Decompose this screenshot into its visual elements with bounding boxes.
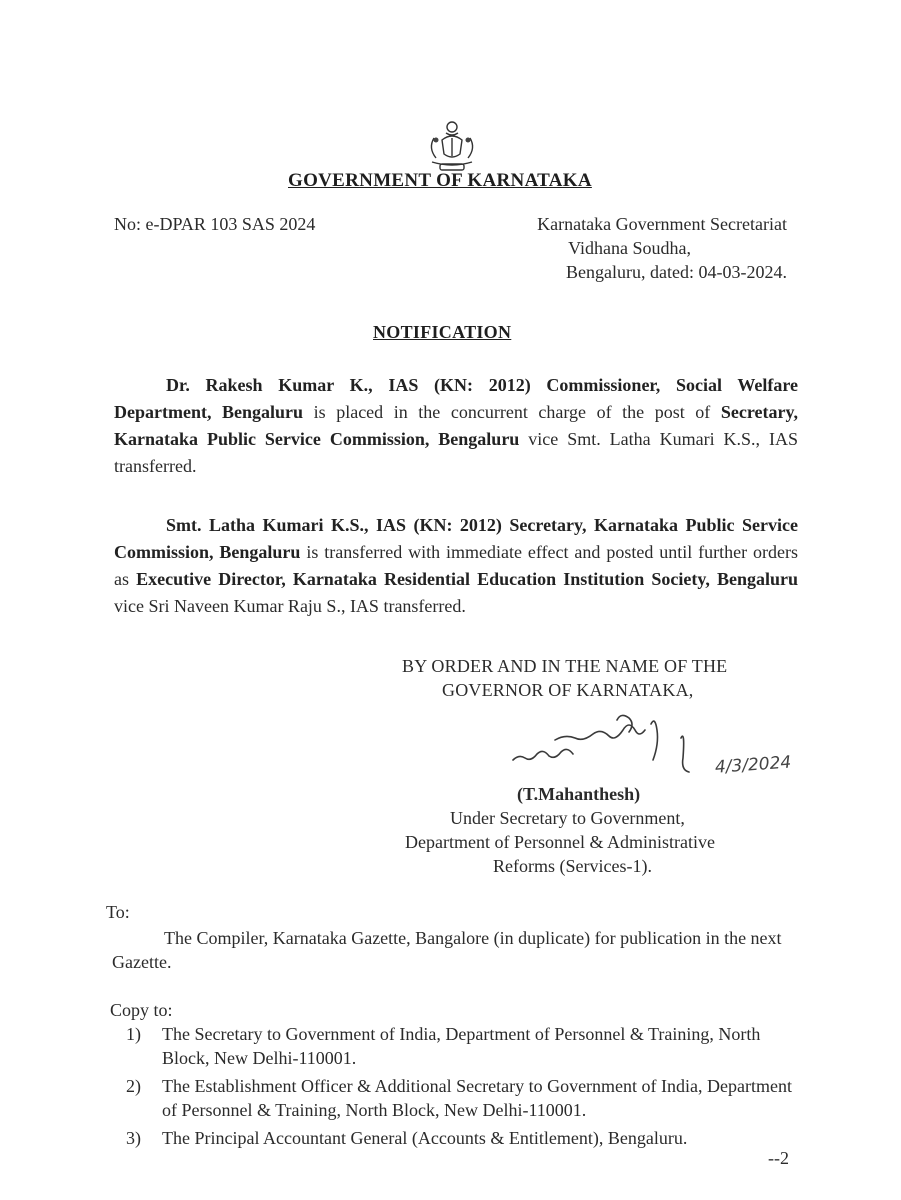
paragraph-2-bold-2: Executive Director, Karnataka Residential Education Institution Society, Bengaluru (136, 569, 798, 589)
copy-to-item-number: 3) (126, 1128, 141, 1148)
order-line-2: GOVERNOR OF KARNATAKA, (442, 680, 694, 700)
address-line-1: Karnataka Government Secretariat (537, 214, 787, 234)
paragraph-2-text-2: vice Sri Naveen Kumar Raju S., IAS transferred. (114, 596, 466, 616)
government-title: GOVERNMENT OF KARNATAKA (288, 170, 592, 191)
signature-handwritten-date: 4/3/2024 (714, 752, 792, 778)
copy-to-list (126, 1022, 806, 1154)
paragraph-1-text-2: vice Smt. Latha Kumari K.S., IAS transferred. (114, 429, 799, 476)
copy-to-item (126, 1022, 806, 1070)
notification-paragraph-2 (114, 512, 798, 620)
copy-to-item-number: 1) (126, 1024, 141, 1044)
order-line-1: BY ORDER AND IN THE NAME OF THE (402, 656, 728, 676)
copy-to-item (126, 1126, 806, 1150)
paragraph-2-text-1: is transferred with immediate effect and posted until further orders as (114, 542, 798, 589)
reference-number: No: e-DPAR 103 SAS 2024 (114, 214, 316, 234)
paragraph-2-bold-1: Smt. Latha Kumari K.S., IAS (KN: 2012) Secretary, Karnataka Public Service Commission, Bengaluru (114, 515, 798, 562)
address-line-3: Bengaluru, dated: 04-03-2024. (566, 262, 787, 282)
paragraph-1-text-1: is placed in the concurrent charge of the post of (303, 402, 721, 422)
paragraph-1-bold-2: Secretary, Karnataka Public Service Commission, Bengaluru (114, 402, 798, 449)
to-recipient-text: The Compiler, Karnataka Gazette, Bangalore (in duplicate) for publication in the next Gazette. (112, 928, 782, 972)
copy-to-item-text: The Secretary to Government of India, Department of Personnel & Training, North Block, New Delhi-110001. (162, 1024, 761, 1068)
copy-to-item-text: The Principal Accountant General (Accounts & Entitlement), Bengaluru. (162, 1128, 688, 1148)
signatory-name: (T.Mahanthesh) (517, 784, 641, 804)
paragraph-1-bold-1: Dr. Rakesh Kumar K., IAS (KN: 2012) Commissioner, Social Welfare Department, Bengaluru (114, 375, 798, 422)
page-number: --2 (768, 1148, 789, 1168)
designation-line-3: Reforms (Services-1). (493, 856, 652, 876)
notification-paragraph-1 (114, 372, 798, 480)
copy-to-label: Copy to: (110, 1000, 173, 1020)
copy-to-item (126, 1074, 806, 1122)
handwritten-signature (505, 700, 820, 780)
copy-to-item-text: The Establishment Officer & Additional Secretary to Government of India, Department of Personnel & Training, North Block, New Delhi-110001. (162, 1076, 792, 1120)
designation-line-2: Department of Personnel & Administrative (405, 832, 715, 852)
address-line-2: Vidhana Soudha, (568, 238, 691, 258)
copy-to-item-number: 2) (126, 1076, 141, 1096)
to-label: To: (106, 902, 130, 922)
notification-title: NOTIFICATION (373, 322, 512, 342)
karnataka-state-emblem-icon (422, 118, 482, 174)
designation-line-1: Under Secretary to Government, (450, 808, 685, 828)
